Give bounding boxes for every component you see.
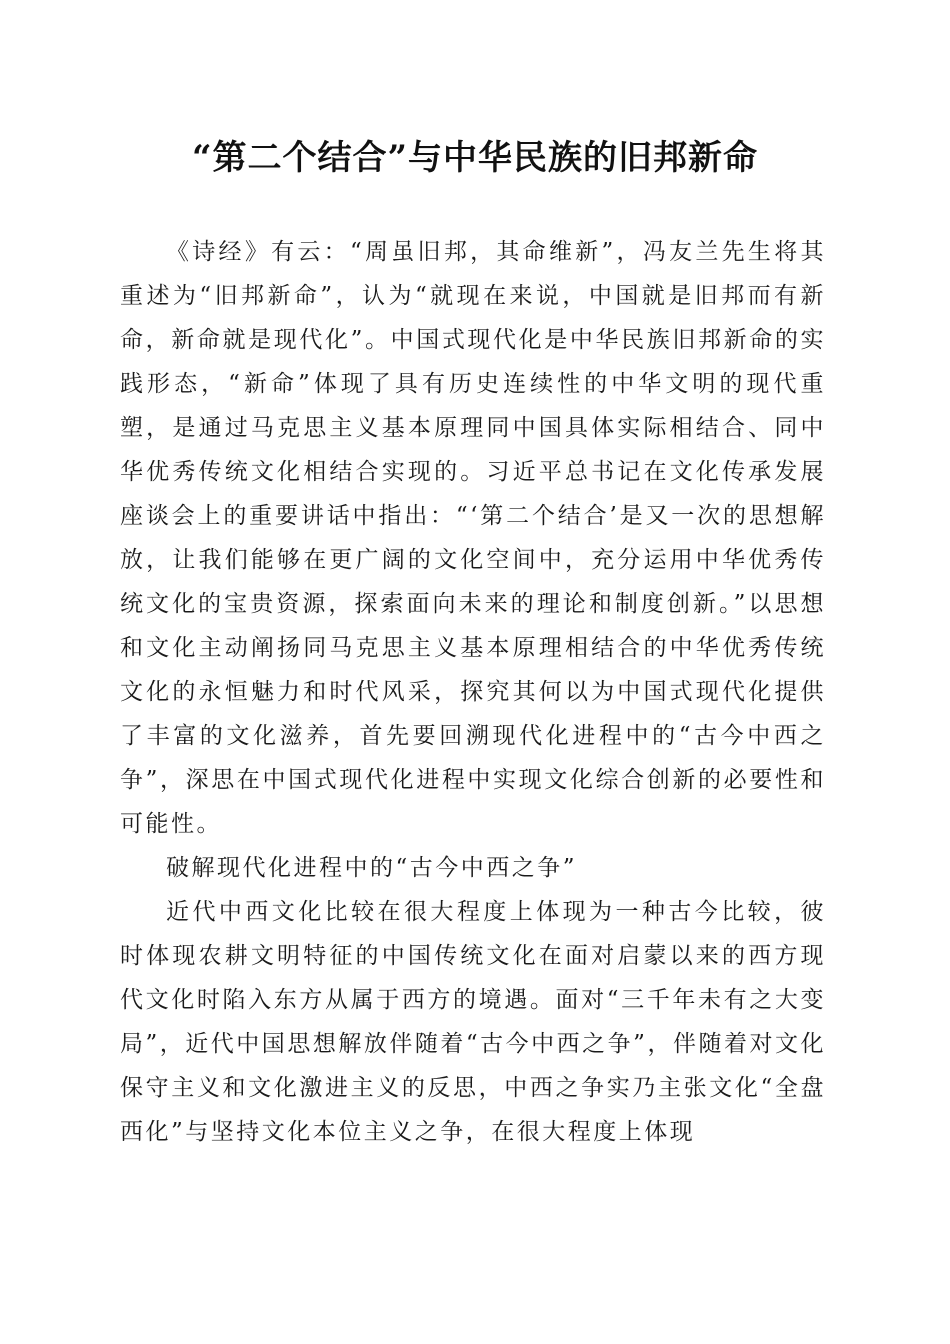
- paragraph-section-1: 近代中西文化比较在很大程度上体现为一种古今比较，彼时体现农耕文明特征的中国传统文化在面对启蒙以来的西方现代文化时陷入东方从属于西方的境遇。面对“三千年未有之大变局”，近代中国思想解放伴随着“古今中西之争”，伴随着对文化保守主义和文化激进主义的反思，中西之争实乃主张文化“全盘西化”与坚持文化本位主义之争，在很大程度上体现: [120, 899, 826, 1145]
- document-body: [120, 230, 826, 1154]
- document-title: “第二个结合”与中华民族的旧邦新命: [191, 138, 759, 178]
- paragraph-intro: 《诗经》有云：“周虽旧邦，其命维新”，冯友兰先生将其重述为“旧邦新命”，认为“就现在来说，中国就是旧邦而有新命，新命就是现代化”。中国式现代化是中华民族旧邦新命的实践形态，“新命”体现了具有历史连续性的中华文明的现代重塑，是通过马克思主义基本原理同中国具体实际相结合、同中华优秀传统文化相结合实现的。习近平总书记在文化传承发展座谈会上的重要讲话中指出：“‘第二个结合’是又一次的思想解放，让我们能够在更广阔的文化空间中，充分运用中华优秀传统文化的宝贵资源，探索面向未来的理论和制度创新。”以思想和文化主动阐扬同马克思主义基本原理相结合的中华优秀传统文化的永恒魅力和时代风采，探究其何以为中国式现代化提供了丰富的文化滋养，首先要回溯现代化进程中的“古今中西之争”，深思在中国式现代化进程中实现文化综合创新的必要性和可能性。: [120, 239, 826, 837]
- section-heading: 破解现代化进程中的“古今中西之争”: [166, 855, 578, 881]
